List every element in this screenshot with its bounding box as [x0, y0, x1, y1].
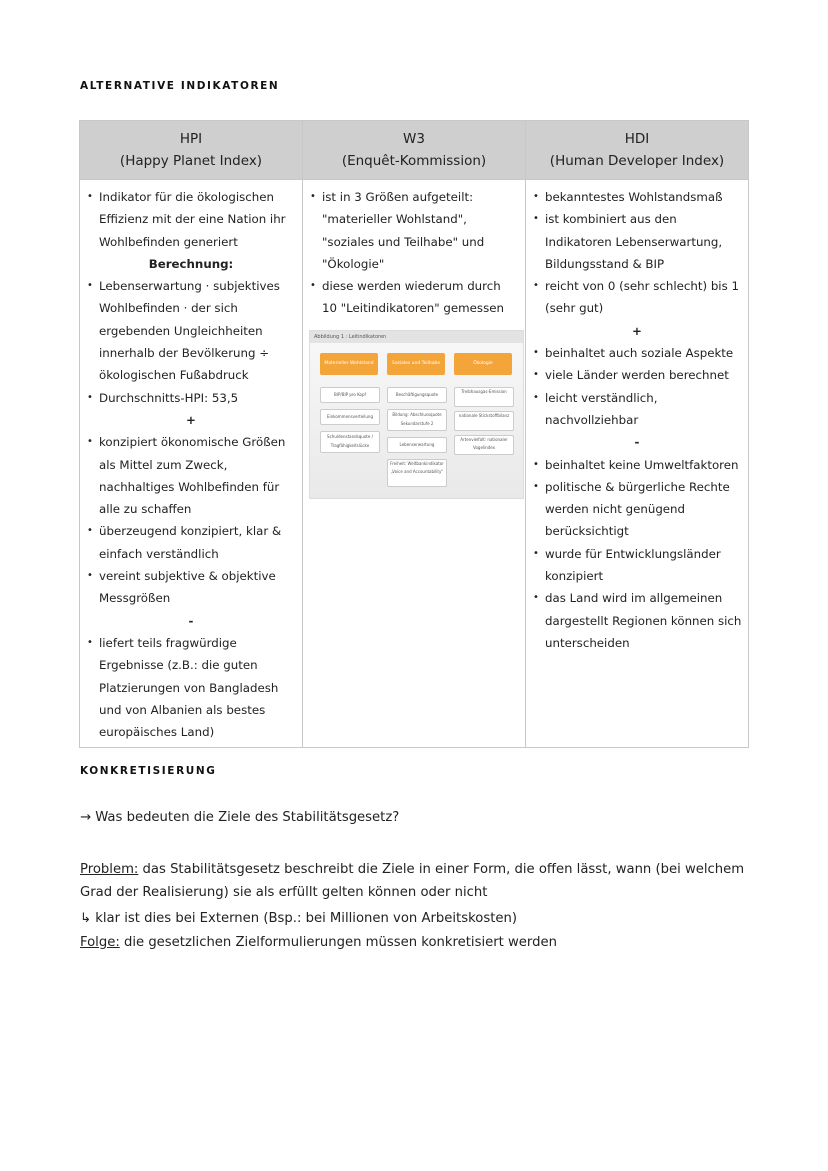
list-item: • diese werden wiederum durch 10 "Leitindikatoren" gemessen: [309, 275, 519, 320]
comparison-table: [79, 120, 749, 748]
indicator-item: Beschäftigungsquote: [387, 387, 447, 403]
column-header-hdi: [526, 121, 749, 180]
figure-title: Abbildung 1 : Leitindikatoren: [310, 331, 523, 343]
indicator-item: nationale Stickstoffbilanz: [454, 411, 514, 431]
result-paragraph: [80, 931, 557, 954]
indicator-item: Artenvielfalt: nationaler Vogelindex: [454, 435, 514, 455]
sub-note: ↳ klar ist dies bei Externen (Bsp.: bei Millionen von Arbeitskosten): [80, 911, 517, 926]
hpi-cons-list: [86, 632, 296, 743]
indicator-item: Lebenserwartung: [387, 437, 447, 453]
list-item: • beinhaltet auch soziale Aspekte: [532, 342, 742, 364]
calc-label: Berechnung:: [148, 256, 234, 271]
section-heading-concretization: KONKRETISIERUNG: [80, 765, 217, 777]
list-item: • überzeugend konzipiert, klar & einfach verständlich: [86, 520, 296, 565]
hdi-cell: [526, 180, 749, 748]
w3-cell: [303, 180, 526, 748]
indicator-item: Bildung: Abschlussquote Sekundarstufe 2: [387, 409, 447, 431]
indicator-item: Treibhausgas-Emission: [454, 387, 514, 407]
category-box: Materieller Wohlstand: [320, 353, 378, 375]
column-subtitle: (Happy Planet Index): [119, 153, 263, 169]
category-box: Ökologie: [454, 353, 512, 375]
hdi-pros-list: [532, 342, 742, 431]
list-item: • leicht verständlich, nachvollziehbar: [532, 387, 742, 432]
list-item: • reicht von 0 (sehr schlecht) bis 1 (sehr gut): [532, 275, 742, 320]
column-header-w3: [303, 121, 526, 180]
list-item: • wurde für Entwicklungsländer konzipiert: [532, 543, 742, 588]
w3-list: [309, 186, 519, 320]
hdi-cons-list: [532, 454, 742, 655]
column-subtitle: (Enquêt-Kommission): [341, 153, 487, 169]
minus-marker: -: [634, 435, 640, 450]
column-subtitle: (Human Developer Index): [549, 153, 725, 169]
list-item: • politische & bürgerliche Rechte werden nicht genügend berücksichtigt: [532, 476, 742, 543]
list-item: • konzipiert ökonomische Größen als Mittel zum Zweck, nachhaltiges Wohlbefinden für alle zu schaffen: [86, 431, 296, 520]
problem-label: Problem:: [80, 862, 139, 877]
indicator-item: Schuldenstandsquote / Tragfähigkeitslücke: [320, 431, 380, 453]
hdi-list: [532, 186, 742, 320]
column-header-hpi: [80, 121, 303, 180]
indicator-item: Einkommensverteilung: [320, 409, 380, 425]
column-title: W3: [403, 131, 425, 147]
minus-marker: -: [188, 613, 194, 628]
result-text: die gesetzlichen Zielformulierungen müssen konkretisiert werden: [119, 935, 557, 950]
list-item: • bekanntestes Wohlstandsmaß: [532, 186, 742, 208]
list-item: • viele Länder werden berechnet: [532, 364, 742, 386]
result-label: Folge:: [80, 935, 120, 950]
plus-marker: +: [186, 412, 196, 427]
hpi-pros-list: [86, 431, 296, 609]
question-line: → Was bedeuten die Ziele des Stabilitätsgesetz?: [80, 810, 400, 825]
list-item: • ist kombiniert aus den Indikatoren Lebenserwartung, Bildungsstand & BIP: [532, 208, 742, 275]
leitindikatoren-figure: [309, 330, 524, 499]
list-item: • beinhaltet keine Umweltfaktoren: [532, 454, 742, 476]
list-item: • ist in 3 Größen aufgeteilt: "materieller Wohlstand", "soziales und Teilhabe" und "Ökologie": [309, 186, 519, 275]
list-item: • Durchschnitts-HPI: 53,5: [86, 387, 296, 409]
list-item: • liefert teils fragwürdige Ergebnisse (z.B.: die guten Platzierungen von Bangladesh und von Albanien als bestes europäisches Land): [86, 632, 296, 743]
list-item: • vereint subjektive & objektive Messgrößen: [86, 565, 296, 610]
problem-paragraph: [80, 858, 750, 904]
section-heading-indicators: ALTERNATIVE INDIKATOREN: [80, 80, 280, 92]
hpi-intro-list: [86, 186, 296, 253]
list-item: • Indikator für die ökologischen Effizienz mit der eine Nation ihr Wohlbefinden generiert: [86, 186, 296, 253]
plus-marker: +: [632, 323, 642, 338]
list-item: • das Land wird im allgemeinen dargestellt Regionen können sich unterscheiden: [532, 587, 742, 654]
hpi-cell: [80, 180, 303, 748]
column-title: HDI: [624, 131, 650, 147]
indicator-item: BIP/BIP pro Kopf: [320, 387, 380, 403]
hpi-calc-list: [86, 275, 296, 409]
indicator-item: Freiheit: Weltbankindikator „Voice and Accountability": [387, 459, 447, 487]
list-item: • Lebenserwartung · subjektives Wohlbefinden · der sich ergebenden Ungleichheiten innerhalb der Bevölkerung ÷ ökologischen Fußabdruck: [86, 275, 296, 386]
column-title: HPI: [179, 131, 203, 147]
category-box: Soziales und Teilhabe: [387, 353, 445, 375]
problem-text: das Stabilitätsgesetz beschreibt die Ziele in einer Form, die offen lässt, wann (bei welchem Grad der Realisierung) sie als erfüllt gelten können oder nicht: [80, 862, 745, 900]
